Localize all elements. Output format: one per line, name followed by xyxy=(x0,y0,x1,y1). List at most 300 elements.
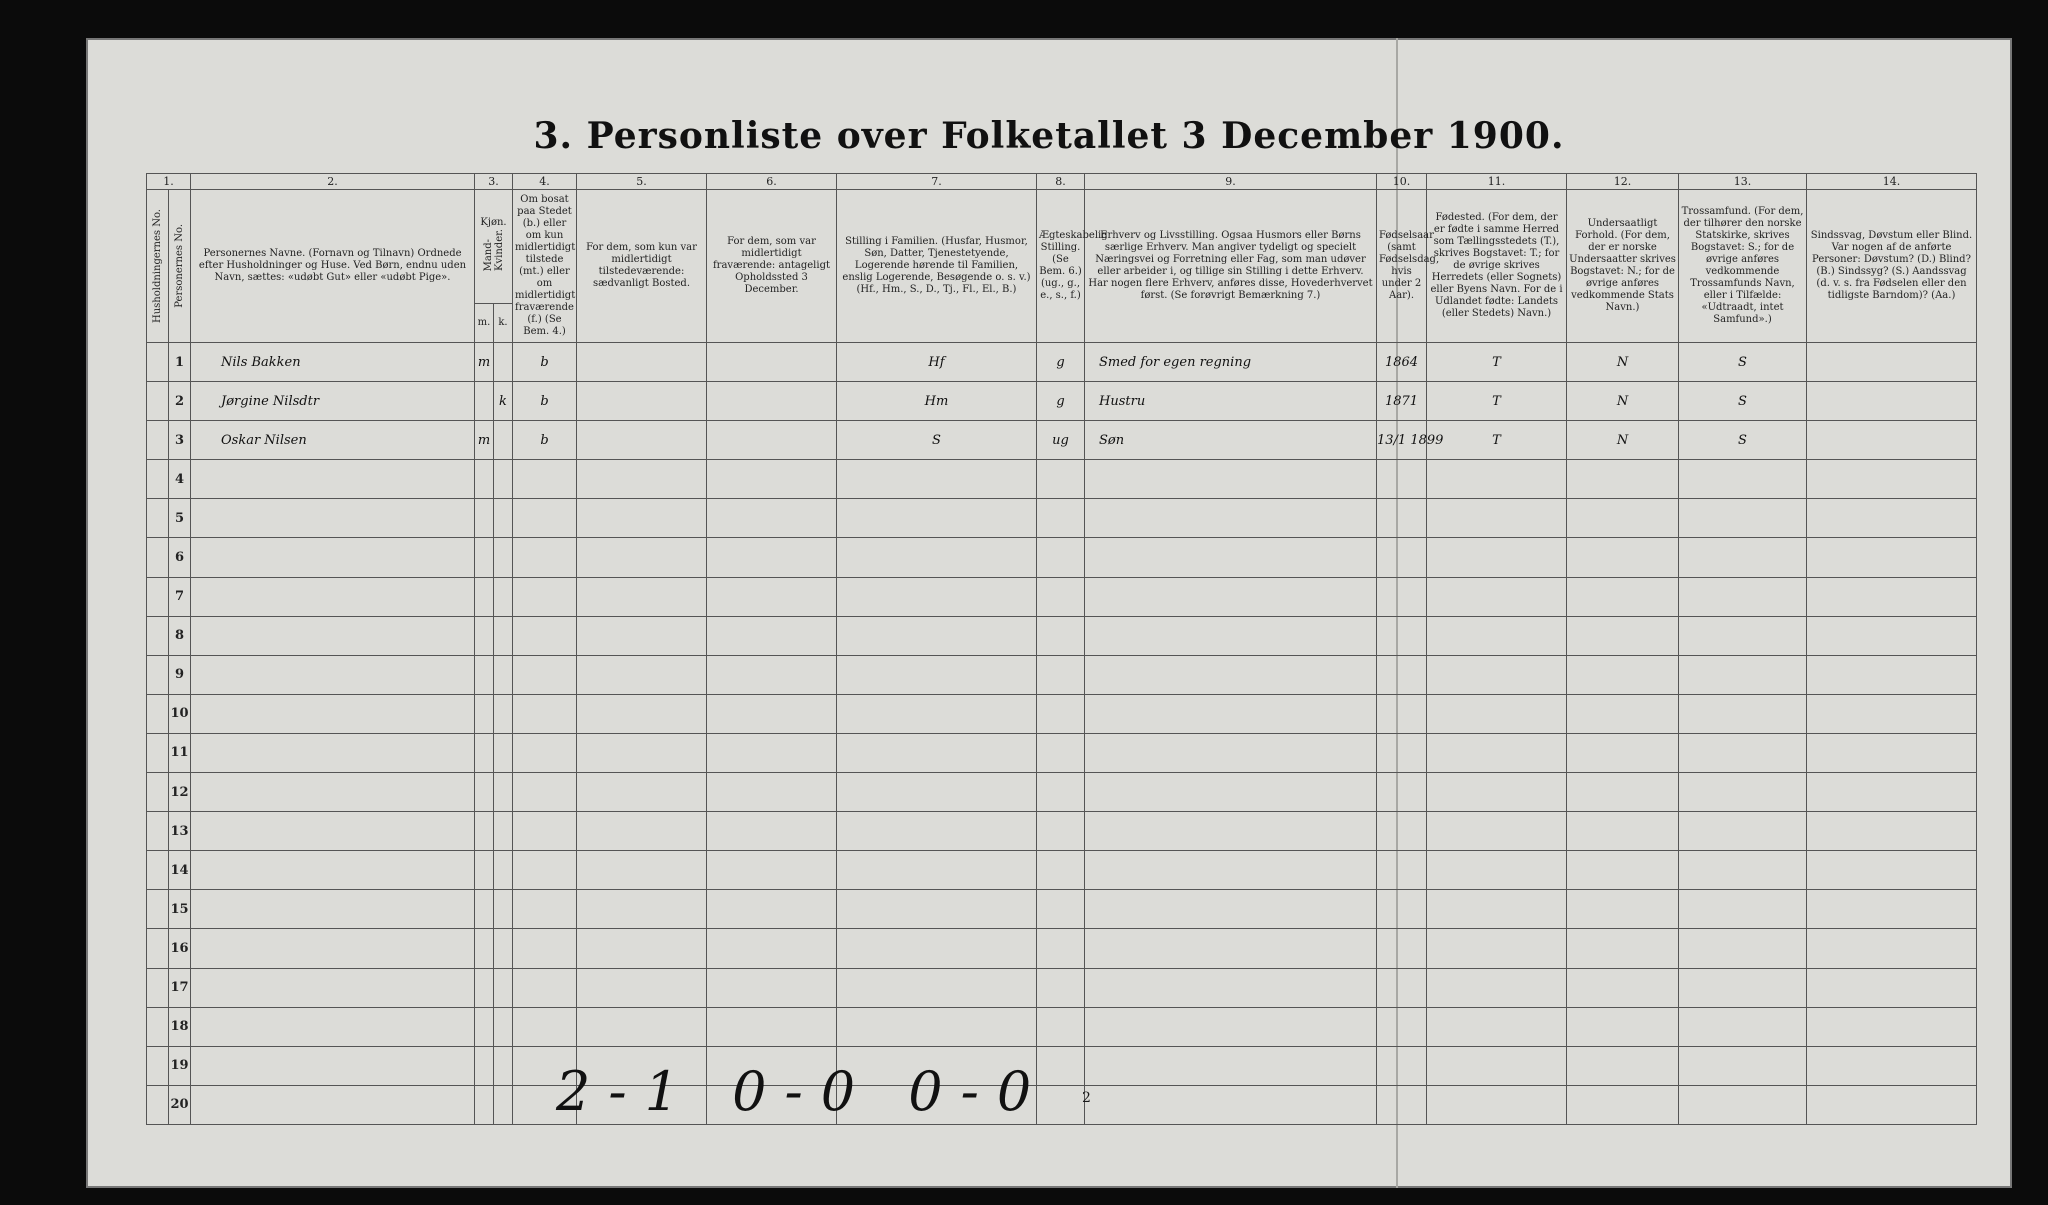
household-number-cell xyxy=(147,655,169,694)
sex-female-cell xyxy=(494,577,513,616)
birthplace-cell xyxy=(1427,694,1567,733)
family-position-cell xyxy=(837,851,1037,890)
residence-status-cell: b xyxy=(513,421,577,460)
temp-absent-location-cell xyxy=(707,851,837,890)
citizenship-cell xyxy=(1567,968,1679,1007)
citizenship-cell xyxy=(1567,460,1679,499)
birth-year-cell xyxy=(1377,655,1427,694)
household-number-cell xyxy=(147,968,169,1007)
temp-present-residence-cell xyxy=(577,890,707,929)
religion-cell xyxy=(1679,890,1807,929)
temp-present-residence-cell xyxy=(577,343,707,382)
marital-status-cell xyxy=(1037,812,1085,851)
sex-female-cell xyxy=(494,499,513,538)
tally-note: 2-1 0-0 0-0 xyxy=(556,1060,1050,1123)
disability-cell xyxy=(1807,382,1977,421)
table-row xyxy=(147,1007,1977,1046)
temp-present-residence-cell xyxy=(577,538,707,577)
family-position-cell xyxy=(837,929,1037,968)
religion-cell: S xyxy=(1679,343,1807,382)
disability-cell xyxy=(1807,577,1977,616)
disability-cell xyxy=(1807,733,1977,772)
disability-cell xyxy=(1807,812,1977,851)
person-name-cell xyxy=(191,968,475,1007)
temp-absent-location-cell xyxy=(707,733,837,772)
rownum-person-cell: 1 xyxy=(169,343,191,382)
table-row xyxy=(147,929,1977,968)
table-row xyxy=(147,655,1977,694)
sex-male-cell xyxy=(475,694,494,733)
table-row xyxy=(147,421,1977,460)
family-position-cell xyxy=(837,773,1037,812)
birth-year-cell xyxy=(1377,694,1427,733)
birth-year-cell: 13/1 1899 xyxy=(1377,421,1427,460)
household-number-cell xyxy=(147,538,169,577)
religion-cell xyxy=(1679,616,1807,655)
temp-absent-location-cell xyxy=(707,655,837,694)
marital-status-cell: g xyxy=(1037,343,1085,382)
birthplace-cell xyxy=(1427,1085,1567,1124)
person-name-cell xyxy=(191,1046,475,1085)
disability-cell xyxy=(1807,499,1977,538)
religion-cell xyxy=(1679,812,1807,851)
col-number-14: 14. xyxy=(1807,174,1977,190)
temp-absent-location-cell xyxy=(707,929,837,968)
col-number-13: 13. xyxy=(1679,174,1807,190)
sex-female-cell xyxy=(494,773,513,812)
religion-cell xyxy=(1679,655,1807,694)
family-position-cell: Hf xyxy=(837,343,1037,382)
col-number-12: 12. xyxy=(1567,174,1679,190)
person-name-cell xyxy=(191,499,475,538)
sex-female-cell xyxy=(494,694,513,733)
citizenship-cell xyxy=(1567,616,1679,655)
sex-female-cell: k xyxy=(494,382,513,421)
table-row xyxy=(147,577,1977,616)
sex-male-cell xyxy=(475,499,494,538)
col-number-5: 5. xyxy=(577,174,707,190)
residence-status-cell xyxy=(513,851,577,890)
header-col12: Undersaatligt Forhold. (For dem, der er norske Undersaatter skrives Bogstavet: N.; for de øvrige anføres vedkommende Stats Navn.) xyxy=(1567,190,1679,343)
birthplace-cell xyxy=(1427,499,1567,538)
sex-female-cell xyxy=(494,812,513,851)
residence-status-cell xyxy=(513,655,577,694)
occupation-cell xyxy=(1085,694,1377,733)
family-position-cell xyxy=(837,460,1037,499)
birthplace-cell xyxy=(1427,773,1567,812)
citizenship-cell xyxy=(1567,812,1679,851)
marital-status-cell xyxy=(1037,1007,1085,1046)
household-number-cell xyxy=(147,577,169,616)
sex-male-cell xyxy=(475,851,494,890)
marital-status-cell xyxy=(1037,694,1085,733)
census-rows xyxy=(147,343,1977,1125)
disability-cell xyxy=(1807,538,1977,577)
disability-cell xyxy=(1807,460,1977,499)
rownum-person-cell: 16 xyxy=(169,929,191,968)
header-col14: Sindssvag, Døvstum eller Blind. Var nogen af de anførte Personer: Døvstum? (D.) Blind? (B.) Sindssyg? (S.) Aandssvag (d. v. s. fra Fødselen eller den tidligste Barndom)? (Aa.) xyxy=(1807,190,1977,343)
header-k: k. xyxy=(494,303,513,342)
header-col9: Erhverv og Livsstilling. Ogsaa Husmors eller Børns særlige Erhverv. Man angiver tydeligt og specielt Næringsvei og Forretning eller Fag, som man udøver eller arbeider i, og tillige sin Stilling i dette Erhverv. Har nogen flere Erhverv, anføres disse, Hovederhvervet først. (Se forøvrigt Bemærkning 7.) xyxy=(1085,190,1377,343)
temp-present-residence-cell xyxy=(577,929,707,968)
citizenship-cell xyxy=(1567,773,1679,812)
col-number-6: 6. xyxy=(707,174,837,190)
family-position-cell: Hm xyxy=(837,382,1037,421)
temp-present-residence-cell xyxy=(577,694,707,733)
sex-female-cell xyxy=(494,733,513,772)
residence-status-cell xyxy=(513,812,577,851)
table-row xyxy=(147,343,1977,382)
person-name-cell xyxy=(191,655,475,694)
birthplace-cell xyxy=(1427,929,1567,968)
residence-status-cell xyxy=(513,538,577,577)
temp-absent-location-cell xyxy=(707,421,837,460)
residence-status-cell xyxy=(513,929,577,968)
temp-present-residence-cell xyxy=(577,460,707,499)
temp-present-residence-cell xyxy=(577,812,707,851)
temp-present-residence-cell xyxy=(577,499,707,538)
temp-present-residence-cell xyxy=(577,421,707,460)
header-col8: Ægteskabelig Stilling. (Se Bem. 6.) (ug., g., e., s., f.) xyxy=(1037,190,1085,343)
household-number-cell xyxy=(147,1007,169,1046)
birthplace-cell xyxy=(1427,968,1567,1007)
birth-year-cell xyxy=(1377,1085,1427,1124)
residence-status-cell xyxy=(513,616,577,655)
temp-present-residence-cell xyxy=(577,382,707,421)
marital-status-cell xyxy=(1037,538,1085,577)
religion-cell: S xyxy=(1679,382,1807,421)
census-sheet xyxy=(86,38,2012,1188)
religion-cell xyxy=(1679,929,1807,968)
household-number-cell xyxy=(147,343,169,382)
family-position-cell xyxy=(837,538,1037,577)
header-row xyxy=(147,190,1977,304)
person-name-cell xyxy=(191,538,475,577)
citizenship-cell xyxy=(1567,577,1679,616)
sex-male-cell xyxy=(475,773,494,812)
temp-present-residence-cell xyxy=(577,616,707,655)
column-number-row xyxy=(147,174,1977,190)
disability-cell xyxy=(1807,890,1977,929)
occupation-cell xyxy=(1085,733,1377,772)
occupation-cell xyxy=(1085,1046,1377,1085)
rownum-person-cell: 19 xyxy=(169,1046,191,1085)
household-number-cell xyxy=(147,1085,169,1124)
person-name-cell xyxy=(191,1085,475,1124)
person-name-cell xyxy=(191,890,475,929)
col-number-9: 9. xyxy=(1085,174,1377,190)
disability-cell xyxy=(1807,1046,1977,1085)
person-name-cell: Nils Bakken xyxy=(191,343,475,382)
marital-status-cell: g xyxy=(1037,382,1085,421)
page-number: 2 xyxy=(1082,1090,1091,1106)
birth-year-cell xyxy=(1377,968,1427,1007)
rownum-person-cell: 13 xyxy=(169,812,191,851)
temp-absent-location-cell xyxy=(707,1007,837,1046)
occupation-cell xyxy=(1085,929,1377,968)
sex-male-cell xyxy=(475,812,494,851)
rownum-person-cell: 10 xyxy=(169,694,191,733)
religion-cell: S xyxy=(1679,421,1807,460)
religion-cell xyxy=(1679,1046,1807,1085)
birth-year-cell xyxy=(1377,616,1427,655)
table-row xyxy=(147,890,1977,929)
citizenship-cell xyxy=(1567,694,1679,733)
citizenship-cell xyxy=(1567,1085,1679,1124)
temp-absent-location-cell xyxy=(707,812,837,851)
sex-male-cell xyxy=(475,1007,494,1046)
header-col10: Fødselsaar (samt Fødselsdag, hvis under 2 Aar). xyxy=(1377,190,1427,343)
household-number-cell xyxy=(147,733,169,772)
person-name-cell: Oskar Nilsen xyxy=(191,421,475,460)
birth-year-cell xyxy=(1377,1046,1427,1085)
sex-female-cell xyxy=(494,968,513,1007)
header-col11: Fødested. (For dem, der er fødte i samme Herred som Tællingsstedets (T.), skrives Bogstavet: T.; for de øvrige skrives Herredets (eller Sognets) eller Byens Navn. For de i Udlandet fødte: Landets (eller Stedets) Navn.) xyxy=(1427,190,1567,343)
occupation-cell: Søn xyxy=(1085,421,1377,460)
sex-male-cell xyxy=(475,1085,494,1124)
table-row xyxy=(147,1046,1977,1085)
temp-present-residence-cell xyxy=(577,733,707,772)
birthplace-cell xyxy=(1427,1046,1567,1085)
marital-status-cell xyxy=(1037,929,1085,968)
religion-cell xyxy=(1679,577,1807,616)
religion-cell xyxy=(1679,499,1807,538)
religion-cell xyxy=(1679,1085,1807,1124)
citizenship-cell xyxy=(1567,655,1679,694)
occupation-cell xyxy=(1085,655,1377,694)
table-row xyxy=(147,968,1977,1007)
person-name-cell xyxy=(191,929,475,968)
disability-cell xyxy=(1807,343,1977,382)
household-number-cell xyxy=(147,929,169,968)
occupation-cell xyxy=(1085,1085,1377,1124)
col-number-4: 4. xyxy=(513,174,577,190)
disability-cell xyxy=(1807,694,1977,733)
table-row xyxy=(147,460,1977,499)
occupation-cell xyxy=(1085,499,1377,538)
temp-absent-location-cell xyxy=(707,382,837,421)
birth-year-cell xyxy=(1377,499,1427,538)
citizenship-cell xyxy=(1567,538,1679,577)
person-name-cell xyxy=(191,773,475,812)
table-row xyxy=(147,616,1977,655)
birth-year-cell xyxy=(1377,577,1427,616)
occupation-cell xyxy=(1085,968,1377,1007)
temp-absent-location-cell xyxy=(707,694,837,733)
residence-status-cell xyxy=(513,733,577,772)
rownum-person-cell: 2 xyxy=(169,382,191,421)
household-number-cell xyxy=(147,890,169,929)
birthplace-cell: T xyxy=(1427,343,1567,382)
marital-status-cell xyxy=(1037,773,1085,812)
rownum-person-cell: 6 xyxy=(169,538,191,577)
rownum-person-cell: 11 xyxy=(169,733,191,772)
citizenship-cell xyxy=(1567,929,1679,968)
birth-year-cell xyxy=(1377,538,1427,577)
sex-female-cell xyxy=(494,890,513,929)
person-name-cell xyxy=(191,694,475,733)
header-col5: For dem, som kun var midlertidigt tilstedeværende: sædvanligt Bosted. xyxy=(577,190,707,343)
sex-male-cell xyxy=(475,538,494,577)
birthplace-cell xyxy=(1427,812,1567,851)
birthplace-cell xyxy=(1427,733,1567,772)
page-title: 3. Personliste over Folketallet 3 December 1900. xyxy=(533,115,1565,157)
table-row xyxy=(147,538,1977,577)
birth-year-cell xyxy=(1377,890,1427,929)
disability-cell xyxy=(1807,655,1977,694)
citizenship-cell xyxy=(1567,890,1679,929)
temp-present-residence-cell xyxy=(577,851,707,890)
citizenship-cell: N xyxy=(1567,343,1679,382)
citizenship-cell xyxy=(1567,499,1679,538)
col-number-11: 11. xyxy=(1427,174,1567,190)
header-col7: Stilling i Familien. (Husfar, Husmor, Søn, Datter, Tjenestetyende, Logerende hørende til Familien, enslig Logerende, Besøgende o. s. v.) (Hf., Hm., S., D., Tj., Fl., El., B.) xyxy=(837,190,1037,343)
temp-present-residence-cell xyxy=(577,655,707,694)
family-position-cell xyxy=(837,733,1037,772)
household-number-cell xyxy=(147,499,169,538)
rownum-person-cell: 5 xyxy=(169,499,191,538)
household-number-cell xyxy=(147,694,169,733)
birthplace-cell xyxy=(1427,460,1567,499)
temp-absent-location-cell xyxy=(707,773,837,812)
sex-male-cell xyxy=(475,382,494,421)
person-name-cell xyxy=(191,851,475,890)
header-m: m. xyxy=(475,303,494,342)
header-kjon: Kjøn. Mand-Kvinder. xyxy=(475,190,513,304)
residence-status-cell xyxy=(513,460,577,499)
person-name-cell xyxy=(191,1007,475,1046)
residence-status-cell xyxy=(513,499,577,538)
person-name-cell xyxy=(191,733,475,772)
sex-male-cell xyxy=(475,890,494,929)
person-name-cell xyxy=(191,460,475,499)
rownum-person-cell: 4 xyxy=(169,460,191,499)
disability-cell xyxy=(1807,773,1977,812)
marital-status-cell xyxy=(1037,655,1085,694)
temp-present-residence-cell xyxy=(577,773,707,812)
person-name-cell xyxy=(191,812,475,851)
temp-absent-location-cell xyxy=(707,343,837,382)
citizenship-cell xyxy=(1567,1007,1679,1046)
birthplace-cell xyxy=(1427,538,1567,577)
occupation-cell xyxy=(1085,460,1377,499)
col-number-7: 7. xyxy=(837,174,1037,190)
rownum-person-cell: 8 xyxy=(169,616,191,655)
birthplace-cell xyxy=(1427,577,1567,616)
table-row xyxy=(147,499,1977,538)
sex-female-cell xyxy=(494,460,513,499)
table-row xyxy=(147,812,1977,851)
header-names: Personernes Navne. (Fornavn og Tilnavn) Ordnede efter Husholdninger og Huse. Ved Børn, endnu uden Navn, sættes: «udøbt Gut» eller «udøbt Pige». xyxy=(191,190,475,343)
occupation-cell xyxy=(1085,851,1377,890)
col-number-1: 1. xyxy=(147,174,191,190)
residence-status-cell xyxy=(513,577,577,616)
rownum-person-cell: 14 xyxy=(169,851,191,890)
occupation-cell xyxy=(1085,538,1377,577)
sex-male-cell: m xyxy=(475,421,494,460)
marital-status-cell xyxy=(1037,851,1085,890)
family-position-cell xyxy=(837,812,1037,851)
sex-male-cell: m xyxy=(475,343,494,382)
citizenship-cell xyxy=(1567,733,1679,772)
religion-cell xyxy=(1679,851,1807,890)
temp-absent-location-cell xyxy=(707,499,837,538)
sex-female-cell xyxy=(494,655,513,694)
birthplace-cell: T xyxy=(1427,382,1567,421)
marital-status-cell xyxy=(1037,890,1085,929)
col-number-3: 3. xyxy=(475,174,513,190)
family-position-cell xyxy=(837,577,1037,616)
household-number-cell xyxy=(147,421,169,460)
header-bosat: Om bosat paa Stedet (b.) eller om kun midlertidigt tilstede (mt.) eller om midlertidigt fraværende (f.) (Se Bem. 4.) xyxy=(513,190,577,343)
sex-female-cell xyxy=(494,1046,513,1085)
table-row xyxy=(147,694,1977,733)
family-position-cell xyxy=(837,694,1037,733)
disability-cell xyxy=(1807,1085,1977,1124)
rownum-person-cell: 3 xyxy=(169,421,191,460)
sex-male-cell xyxy=(475,655,494,694)
col-number-10: 10. xyxy=(1377,174,1427,190)
household-number-cell xyxy=(147,616,169,655)
residence-status-cell xyxy=(513,773,577,812)
residence-status-cell xyxy=(513,694,577,733)
rownum-person-cell: 12 xyxy=(169,773,191,812)
religion-cell xyxy=(1679,538,1807,577)
religion-cell xyxy=(1679,968,1807,1007)
birthplace-cell xyxy=(1427,1007,1567,1046)
birthplace-cell xyxy=(1427,616,1567,655)
residence-status-cell xyxy=(513,890,577,929)
table-row xyxy=(147,851,1977,890)
temp-present-residence-cell xyxy=(577,577,707,616)
marital-status-cell xyxy=(1037,499,1085,538)
sex-male-cell xyxy=(475,616,494,655)
table-row xyxy=(147,1085,1977,1124)
citizenship-cell: N xyxy=(1567,421,1679,460)
occupation-cell: Hustru xyxy=(1085,382,1377,421)
family-position-cell: S xyxy=(837,421,1037,460)
rownum-person-cell: 17 xyxy=(169,968,191,1007)
household-number-cell xyxy=(147,773,169,812)
rownum-person-cell: 20 xyxy=(169,1085,191,1124)
family-position-cell xyxy=(837,890,1037,929)
col-number-8: 8. xyxy=(1037,174,1085,190)
household-number-cell xyxy=(147,1046,169,1085)
birthplace-cell xyxy=(1427,890,1567,929)
disability-cell xyxy=(1807,929,1977,968)
sex-female-cell xyxy=(494,421,513,460)
residence-status-cell: b xyxy=(513,382,577,421)
temp-absent-location-cell xyxy=(707,616,837,655)
occupation-cell xyxy=(1085,773,1377,812)
disability-cell xyxy=(1807,968,1977,1007)
sex-male-cell xyxy=(475,929,494,968)
temp-absent-location-cell xyxy=(707,577,837,616)
household-number-cell xyxy=(147,812,169,851)
marital-status-cell xyxy=(1037,968,1085,1007)
table-row xyxy=(147,382,1977,421)
religion-cell xyxy=(1679,694,1807,733)
sex-male-cell xyxy=(475,460,494,499)
occupation-cell: Smed for egen regning xyxy=(1085,343,1377,382)
birth-year-cell xyxy=(1377,851,1427,890)
sex-male-cell xyxy=(475,968,494,1007)
household-number-cell xyxy=(147,382,169,421)
occupation-cell xyxy=(1085,812,1377,851)
sex-female-cell xyxy=(494,1007,513,1046)
marital-status-cell xyxy=(1037,616,1085,655)
birthplace-cell: T xyxy=(1427,421,1567,460)
